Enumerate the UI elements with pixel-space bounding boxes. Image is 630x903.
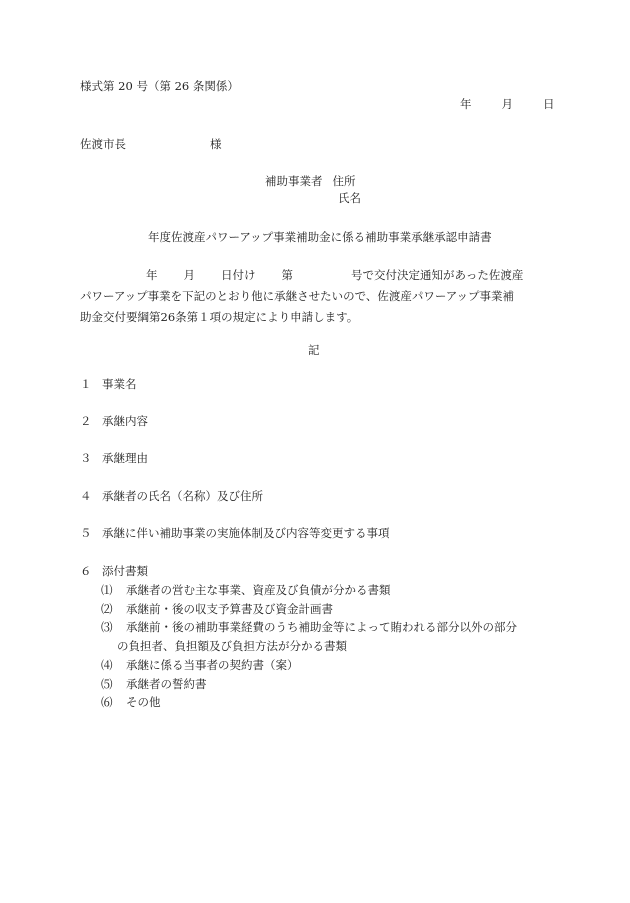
- body-paragraph: [80, 265, 552, 328]
- attachment-number: ⑴: [101, 583, 113, 597]
- applicant-role: 補助事業者: [265, 174, 323, 188]
- attachment-item: [101, 660, 299, 672]
- attachment-label: 承継者の誓約書: [126, 677, 207, 691]
- item-number: ６: [80, 564, 92, 578]
- item-number: ５: [80, 526, 92, 540]
- item-label: 添付書類: [102, 564, 148, 578]
- addressee-name: 佐渡市長: [80, 137, 126, 151]
- attachment-label: その他: [126, 695, 161, 709]
- list-item: [80, 566, 148, 578]
- attachment-number: ⑹: [101, 695, 113, 709]
- date-day-label: 日: [543, 97, 555, 111]
- body-line-2: パワーアップ事業を下記のとおり他に承継させたいので、佐渡産パワーアップ事業補: [80, 289, 515, 303]
- item-label: 承継者の氏名（名称）及び住所: [102, 489, 263, 503]
- item-number: ２: [80, 414, 92, 428]
- attachment-item: [101, 604, 333, 616]
- item-label: 承継内容: [102, 414, 148, 428]
- list-item: [80, 379, 137, 391]
- addressee-line: [80, 139, 222, 151]
- attachment-number: ⑷: [101, 658, 113, 672]
- item-number: ４: [80, 489, 92, 503]
- date-year-label: 年: [460, 97, 472, 111]
- attachment-number: ⑵: [101, 602, 113, 616]
- item-number: ３: [80, 451, 92, 465]
- applicant-address-line: [265, 176, 356, 188]
- attachment-continuation: の負担者、負担額及び負担方法が分かる書類: [117, 639, 347, 653]
- attachment-item: [101, 697, 161, 709]
- date-line: [460, 99, 555, 111]
- attachment-label: 承継者の営む主な事業、資産及び負債が分かる書類: [126, 583, 391, 597]
- date-month-label: 月: [501, 97, 513, 111]
- attachment-label: 承継前・後の補助事業経費のうち補助金等によって賄われる部分以外の部分: [126, 620, 517, 634]
- list-item: [80, 491, 263, 503]
- list-item: [80, 453, 148, 465]
- body-line-1: [80, 265, 552, 286]
- list-item: [80, 528, 390, 540]
- item-label: 承継に伴い補助事業の実施体制及び内容等変更する事項: [102, 526, 390, 540]
- addressee-honorific: 様: [210, 137, 222, 151]
- body-number-prefix: 第: [281, 268, 293, 282]
- attachment-number: ⑸: [101, 677, 113, 691]
- body-line-1-rest: 号で交付決定通知があった佐渡産: [351, 268, 524, 282]
- attachment-item: [101, 622, 517, 634]
- list-item: [80, 416, 148, 428]
- item-label: 事業名: [102, 377, 137, 391]
- attachment-label: 承継に係る当事者の契約書（案）: [126, 658, 299, 672]
- applicant-address-label: 住所: [332, 174, 356, 188]
- item-number: １: [80, 377, 92, 391]
- attachment-item: [101, 585, 391, 597]
- ki-heading: 記: [308, 343, 320, 357]
- form-number-label: 様式第 20 号（第 26 条関係）: [80, 79, 239, 93]
- body-day-suffix: 日付け: [221, 268, 256, 282]
- applicant-name-label: 氏名: [338, 191, 361, 205]
- body-month: 月: [183, 268, 195, 282]
- attachment-label: 承継前・後の収支予算書及び資金計画書: [126, 602, 333, 616]
- document-title: 年度佐渡産パワーアップ事業補助金に係る補助事業承継承認申請書: [148, 230, 492, 244]
- body-year: 年: [146, 268, 158, 282]
- attachment-item: [101, 679, 207, 691]
- attachment-number: ⑶: [101, 620, 113, 634]
- item-label: 承継理由: [102, 451, 148, 465]
- body-line-3: 助金交付要綱第26条第１項の規定により申請します。: [80, 310, 359, 324]
